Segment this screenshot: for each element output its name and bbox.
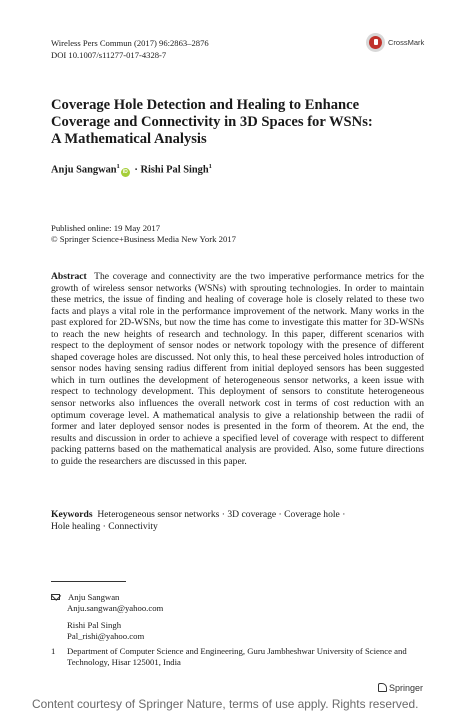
abstract-label: Abstract bbox=[51, 271, 87, 282]
footer-notice: Content courtesy of Springer Nature, terms of use apply. Rights reserved. bbox=[32, 697, 419, 711]
springer-logo: Springer bbox=[378, 683, 423, 693]
author-name[interactable]: Anju Sangwan bbox=[51, 164, 117, 176]
footnote-divider bbox=[51, 581, 126, 582]
abstract bbox=[51, 271, 424, 467]
affiliation-marker: 1 bbox=[116, 163, 120, 170]
keywords-line: Hole healing · Connectivity bbox=[51, 520, 158, 532]
copyright: © Springer Science+Business Media New York 2017 bbox=[51, 234, 236, 244]
keywords-label: Keywords bbox=[51, 509, 93, 520]
crossmark-icon bbox=[366, 33, 385, 52]
journal-citation: Wireless Pers Commun (2017) 96:2863–2876 bbox=[51, 38, 209, 48]
published-date: Published online: 19 May 2017 bbox=[51, 223, 161, 233]
springer-horse-icon bbox=[378, 683, 387, 692]
orcid-icon[interactable]: iD bbox=[122, 169, 128, 176]
crossmark-label: CrossMark bbox=[388, 37, 425, 47]
crossmark-button[interactable] bbox=[366, 30, 440, 54]
keywords-line: Heterogeneous sensor networks · 3D coverage · Coverage hole · bbox=[97, 509, 346, 520]
keywords bbox=[51, 509, 424, 533]
doi: DOI 10.1007/s11277-017-4328-7 bbox=[51, 49, 167, 60]
affiliation-marker: 1 bbox=[208, 163, 212, 170]
author-list bbox=[51, 163, 212, 177]
author-separator: · bbox=[134, 164, 138, 176]
affiliation bbox=[51, 646, 424, 667]
article-title: Coverage Hole Detection and Healing to Enhance Coverage and Connectivity in 3D Spaces for WSNs: A Mathematical Analysis bbox=[51, 97, 373, 147]
corr-email[interactable]: Anju.sangwan@yahoo.com bbox=[67, 602, 164, 613]
author-name[interactable]: Rishi Pal Singh bbox=[140, 164, 209, 176]
correspondence bbox=[51, 592, 163, 641]
corr-email[interactable]: Pal_rishi@yahoo.com bbox=[67, 630, 145, 641]
journal-header bbox=[51, 38, 209, 61]
affiliation-number: 1 bbox=[51, 646, 56, 656]
publication-info bbox=[51, 223, 236, 245]
corr-name: Rishi Pal Singh bbox=[67, 620, 122, 631]
affiliation-text: Department of Computer Science and Engineering, Guru Jambheshwar University of Science and Technology, Hisar 125001, India bbox=[67, 646, 407, 667]
envelope-icon bbox=[51, 594, 60, 600]
abstract-text: The coverage and connectivity are the two imperative performance metrics for the growth of wireless sensor networks (WSNs) with sprouting technologies. In order to maintain these metrics, the issue of finding and healing of coverage hole is closely related to these two facts and plays a vital role in the performance improvement of the network. Many works in the past explored for 2D-WSNs, but now the time has come to investigate this matter for 3D-WSNs to reach the new heights of research and technology. In this paper, different scenarios with respect to the deployment of sensor nodes or network topology with the presence of different shaped coverage holes are discussed. Not only this, to heal these perceived holes introduction of sensor nodes having sensing radius different from initial deployed sensors has been suggested which in turn outlines the development of heterogeneous sensor networks, a keen issue with respect to technology development. This deployment of sensors to constitute heterogeneous sensor networks also influences the overall network cost in terms of cost reduction with an optimum coverage level. A mathematical analysis to give a relationship between the radii of former and later deployed sensor nodes is presented in the form of theorem. At the end, the results and discussion in order to achieve a specified level of coverage with respect to different packing patterns based on the mathematical analysis are provided. Also, some future directions to guide the researchers are discussed in this paper. bbox=[51, 271, 424, 467]
corr-name: Anju Sangwan bbox=[68, 592, 120, 602]
